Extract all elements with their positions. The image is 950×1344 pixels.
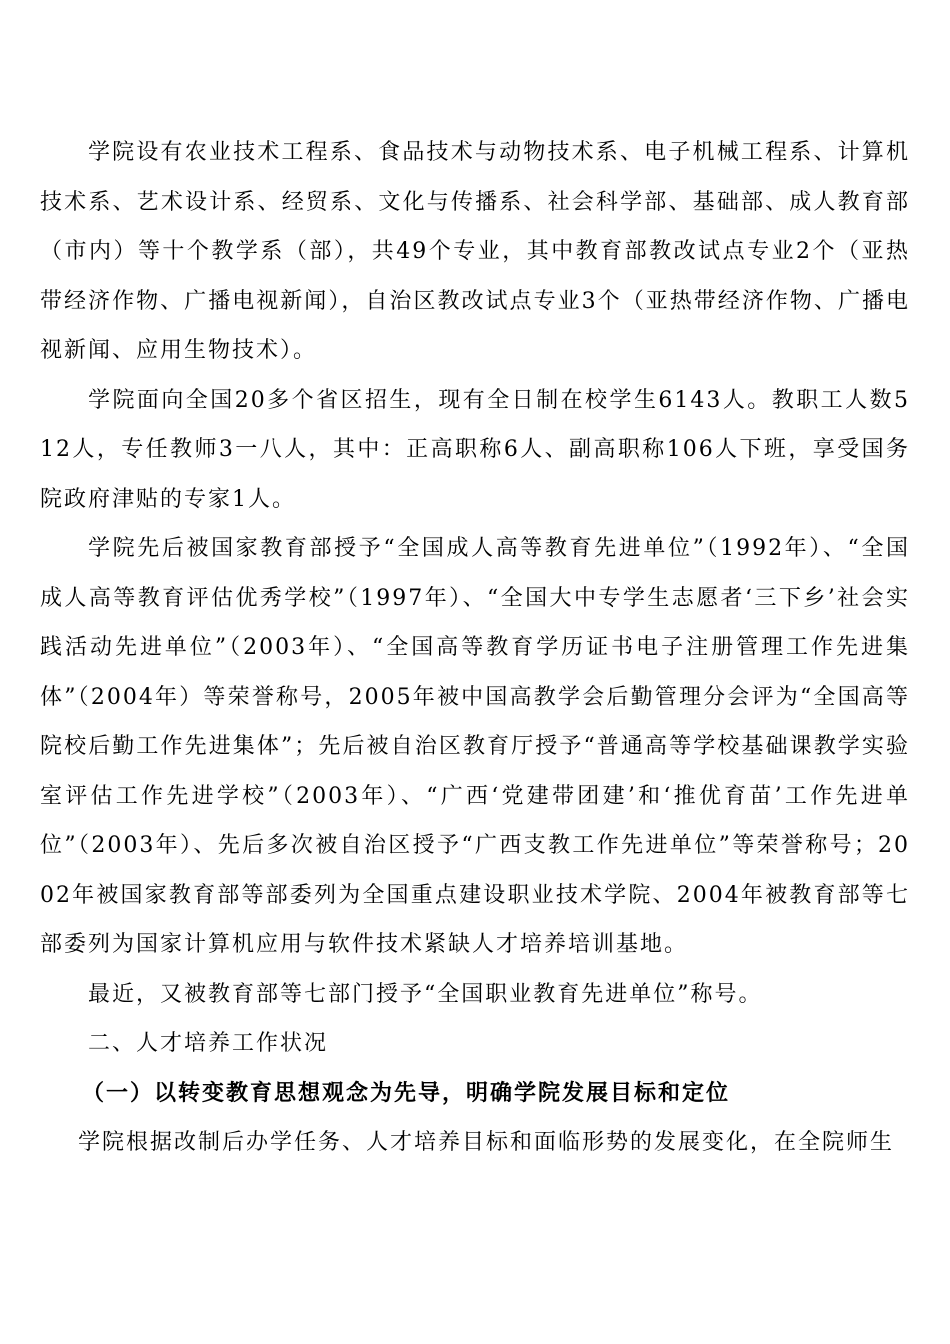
subsection-heading: （一）以转变教育思想观念为先导，明确学院发展目标和定位 [82,1079,731,1106]
paragraph-departments: 学院设有农业技术工程系、食品技术与动物技术系、电子机械工程系、计算机技术系、艺术设计系、经贸系、文化与传播系、社会科学部、基础部、成人教育部（市内）等十个教学系（部），共49个专业，其中教育部教改试点专业2个（亚热带经济作物、广播电视新闻），自治区教改试点专业3个（亚热带经济作物、广播电视新闻、应用生物技术）。 [40,140,910,363]
paragraph-honors: 学院先后被国家教育部授予“全国成人高等教育先进单位”（1992年）、“全国成人高等教育评估优秀学校”（1997年）、“全国大中专学生志愿者‘三下乡’社会实践活动先进单位”（2003年）、“全国高等教育学历证书电子注册管理工作先进集体”（2004年）等荣誉称号，2005年被中国高教学会后勤管理分会评为“全国高等院校后勤工作先进集体”；先后被自治区教育厅授予“普通高等学校基础课教学实验室评估工作先进学校”（2003年）、“广西‘党建带团建’和‘推优育苗’工作先进单位”（2003年）、先后多次被自治区授予“广西支教工作先进单位”等荣誉称号；2002年被国家教育部等部委列为全国重点建设职业技术学院、2004年被教育部等七部委列为国家计算机应用与软件技术紧缺人才培养培训基地。 [40,536,910,957]
paragraph-recent-award: 最近，又被教育部等七部门授予“全国职业教育先进单位”称号。 [88,981,763,1007]
paragraph-closing: 学院根据改制后办学任务、人才培养目标和面临形势的发展变化，在全院师生 [78,1130,895,1155]
document-page [40,128,910,1168]
paragraph-enrollment: 学院面向全国20多个省区招生，现有全日制在校学生6143人。教职工人数512人，专任教师3一八人，其中：正高职称6人、副高职称106人下班，享受国务院政府津贴的专家1人。 [40,387,910,512]
section-heading: 二、人才培养工作状况 [88,1031,329,1056]
